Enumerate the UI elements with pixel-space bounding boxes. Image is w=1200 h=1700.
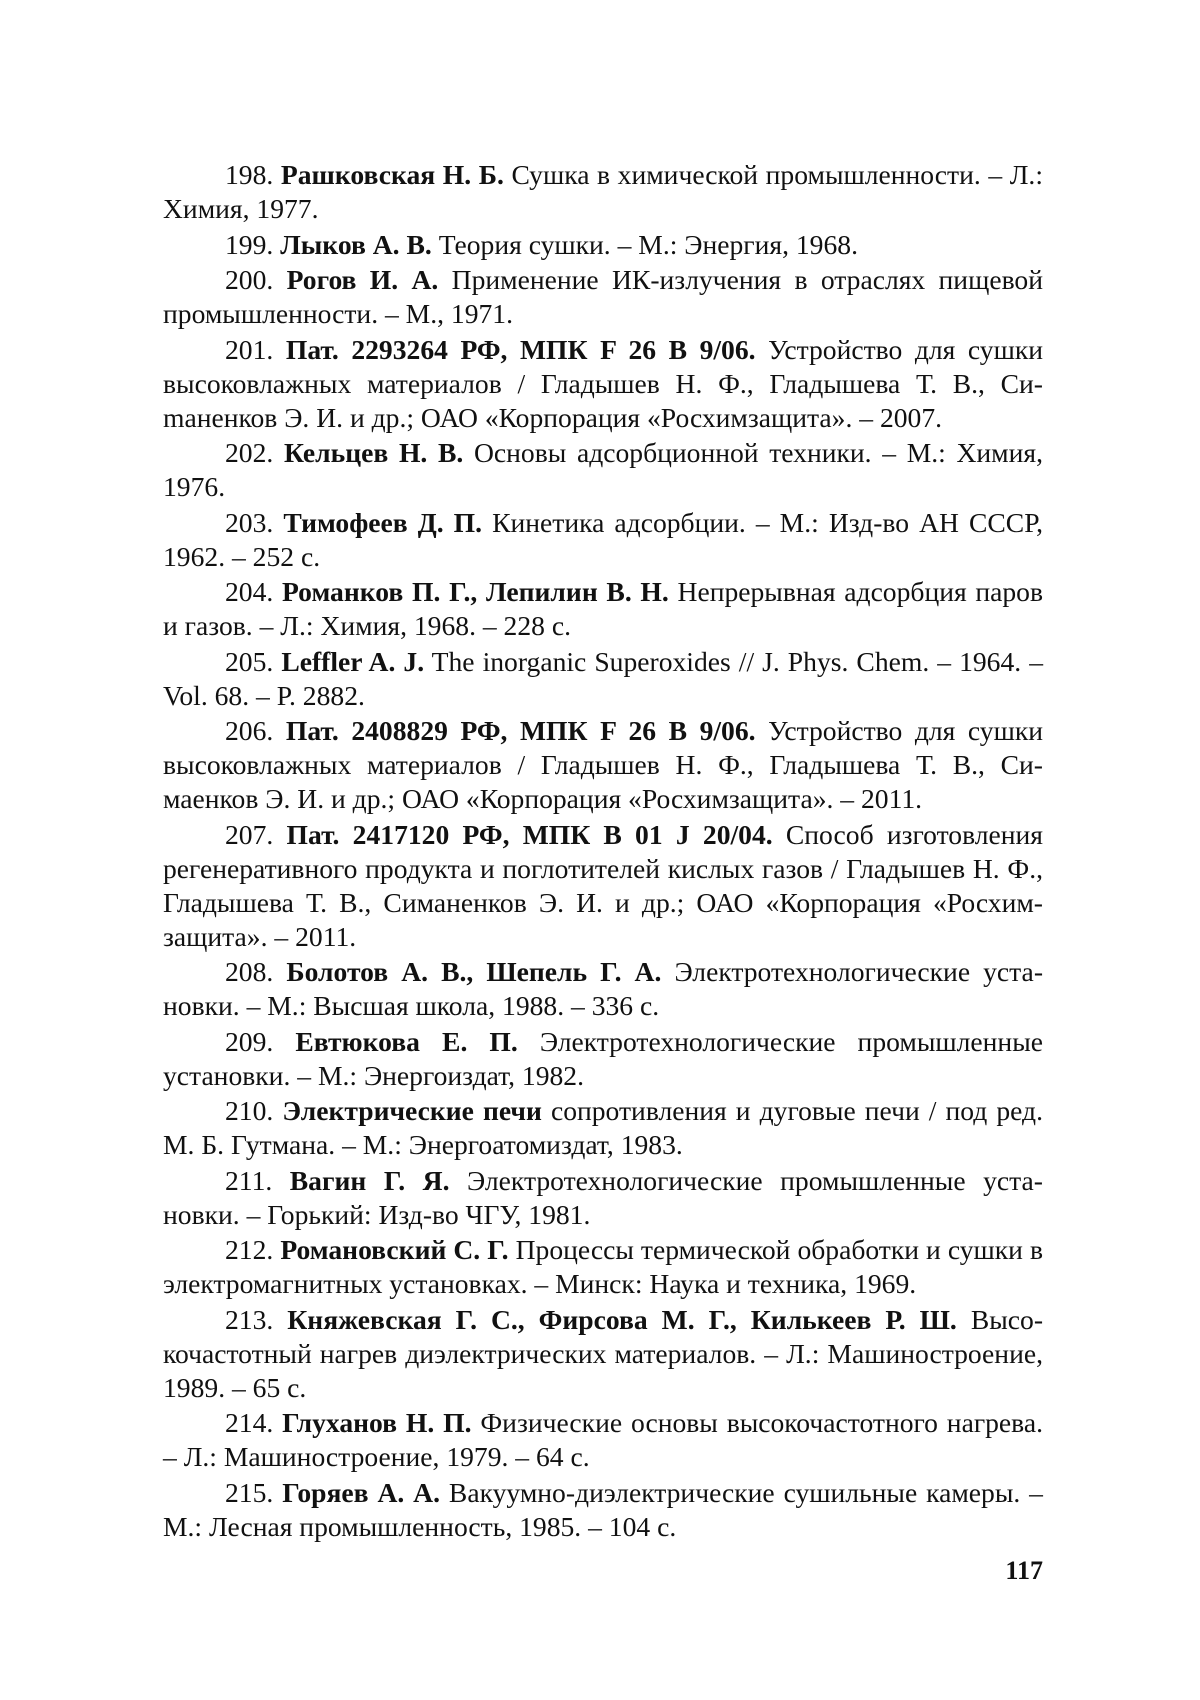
reference-number: 213. xyxy=(225,1304,273,1335)
reference-author: Горяев А. А. xyxy=(282,1477,440,1508)
reference-author: Пат. 2293264 РФ, МПК F 26 B 9/06. xyxy=(286,334,756,365)
reference-item xyxy=(163,1094,1043,1162)
reference-text: Непрерывная адсорбция па­ров и газов. – Л.: Химия, 1968. – 228 с. xyxy=(163,576,1043,641)
reference-item xyxy=(163,575,1043,643)
reference-author: Лыков А. В. xyxy=(280,229,432,260)
reference-item xyxy=(163,228,1043,262)
reference-number: 207. xyxy=(225,819,273,850)
reference-number: 208. xyxy=(225,956,273,987)
reference-author: Кельцев Н. В. xyxy=(284,437,463,468)
reference-item xyxy=(163,436,1043,504)
reference-number: 210. xyxy=(225,1095,273,1126)
reference-text: Вакуумно-диэлектрические сушильные каме­ры. – М.: Лесная промышленность, 1985. – 104 с. xyxy=(163,1477,1043,1542)
reference-author: Романовский С. Г. xyxy=(280,1234,508,1265)
reference-text: The inorganic Superoxides // J. Phys. Chem. – 1964. – Vol. 68. – P. 2882. xyxy=(163,646,1043,711)
reference-item xyxy=(163,1164,1043,1232)
reference-author: Рогов И. А. xyxy=(287,264,439,295)
reference-author: Пат. 2408829 РФ, МПК F 26 B 9/06. xyxy=(286,715,756,746)
reference-item xyxy=(163,333,1043,435)
reference-text: Теория сушки. – М.: Энергия, 1968. xyxy=(439,229,858,260)
reference-text: Высо­кочастотный нагрев диэлектрических материалов. – Л.: Машинострое­ние, 1989. – 65 с. xyxy=(163,1304,1043,1403)
reference-author: Болотов А. В., Шепель Г. А. xyxy=(286,956,661,987)
reference-item xyxy=(163,1303,1043,1405)
reference-text: Электротехнологические промышленные установки. – М.: Энергоиздат, 1982. xyxy=(163,1026,1043,1091)
reference-number: 206. xyxy=(225,715,273,746)
reference-number: 199. xyxy=(225,229,273,260)
reference-author: Рашковская Н. Б. xyxy=(281,159,504,190)
reference-number: 212. xyxy=(225,1234,273,1265)
reference-text: Электротехнологические промышленные уста­новки. – Горький: Изд-во ЧГУ, 1981. xyxy=(163,1165,1043,1230)
reference-text: Кинетика адсорбции. – М.: Изд-во АН СССР, 1962. – 252 с. xyxy=(163,507,1043,572)
reference-author: Глуханов Н. П. xyxy=(282,1407,471,1438)
reference-author: Leffler A. J. xyxy=(281,646,424,677)
reference-item xyxy=(163,1233,1043,1301)
reference-number: 203. xyxy=(225,507,273,538)
reference-item xyxy=(163,263,1043,331)
reference-number: 215. xyxy=(225,1477,273,1508)
reference-author: Тимофеев Д. П. xyxy=(283,507,482,538)
reference-item xyxy=(163,1025,1043,1093)
reference-number: 198. xyxy=(225,159,273,190)
reference-text: Основы адсорбционной техники. – М.: Хи­мия, 1976. xyxy=(163,437,1043,502)
reference-author: Пат. 2417120 РФ, МПК B 01 J 20/04. xyxy=(287,819,773,850)
reference-number: 205. xyxy=(225,646,273,677)
reference-author: Вагин Г. Я. xyxy=(290,1165,450,1196)
page-number: 117 xyxy=(900,1556,1043,1586)
reference-number: 211. xyxy=(225,1165,272,1196)
reference-item xyxy=(163,506,1043,574)
reference-text: Процессы термической обработки и суш­ки в электромагнитных установках. – Минск: Наука и техника, 1969. xyxy=(163,1234,1043,1299)
reference-item xyxy=(163,714,1043,816)
reference-author: Романков П. Г., Лепилин В. Н. xyxy=(282,576,669,607)
reference-author: Электрические печи xyxy=(282,1095,542,1126)
reference-text: Способ изготовления регенеративного продукта и поглотителей кислых газов / Гладышев Н. Ф., Гладышева Т. В., Симаненков Э. И. и др.; ОАО «Корпорация «Росхим­защита». – 2011. xyxy=(163,819,1043,952)
reference-text: Устройство для сушки высоковлажных материалов / Гладышев Н. Ф., Гладышева Т. В., Си­маенков Э. И. и др.; ОАО «Корпорация «Росхимзащита». – 2011. xyxy=(163,715,1043,814)
reference-number: 204. xyxy=(225,576,273,607)
reference-item xyxy=(163,158,1043,226)
reference-author: Евтюкова Е. П. xyxy=(295,1026,517,1057)
reference-text: Сушка в химической промышленности. – Л.: Химия, 1977. xyxy=(163,159,1043,224)
reference-number: 200. xyxy=(225,264,273,295)
reference-item xyxy=(163,955,1043,1023)
reference-number: 214. xyxy=(225,1407,273,1438)
reference-item xyxy=(163,818,1043,954)
reference-number: 209. xyxy=(225,1026,273,1057)
reference-text: сопротивления и дуговые печи / под ред. М. Б. Гутмана. – М.: Энергоатомиздат, 1983. xyxy=(163,1095,1043,1160)
reference-item xyxy=(163,1406,1043,1474)
reference-number: 201. xyxy=(225,334,273,365)
reference-list xyxy=(163,158,1043,1545)
reference-item xyxy=(163,645,1043,713)
reference-author: Княжевская Г. С., Фирсова М. Г., Килькеев Р. Ш. xyxy=(287,1304,957,1335)
reference-number: 202. xyxy=(225,437,273,468)
reference-text: Устройство для сушки высоковлажных материалов / Гладышев Н. Ф., Гладышева Т. В., Си­mаненков Э. И. и др.; ОАО «Корпорация «Росхимзащита». – 2007. xyxy=(163,334,1043,433)
reference-text: Электротехнологические уста­новки. – М.: Высшая школа, 1988. – 336 с. xyxy=(163,956,1043,1021)
reference-text: Физические основы высокочастотного на­грева. – Л.: Машиностроение, 1979. – 64 с. xyxy=(163,1407,1043,1472)
reference-text: Применение ИК-излучения в отраслях пищевой промышленности. – М., 1971. xyxy=(163,264,1043,329)
reference-item xyxy=(163,1476,1043,1544)
